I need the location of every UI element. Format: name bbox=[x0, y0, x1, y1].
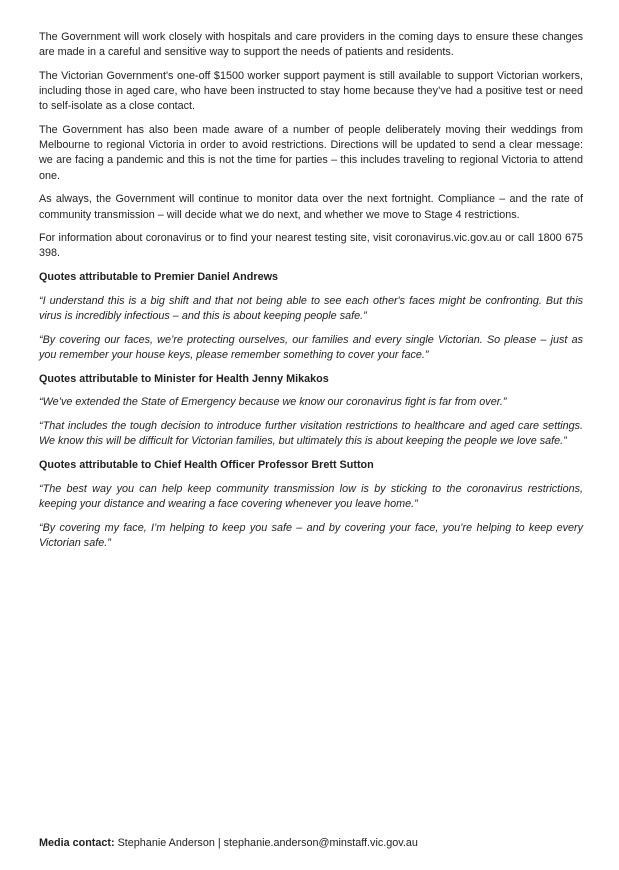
quote-attribution-heading-health-minister: Quotes attributable to Minister for Health Jenny Mikakos bbox=[39, 372, 329, 385]
body-paragraph: The Victorian Government's one-off $1500 worker support payment is still available to support Victorian workers, including those in aged care, who have been instructed to stay home because they’ve had a positive test or need to self-isolate as a close contact. bbox=[39, 69, 583, 113]
document-body bbox=[39, 30, 583, 559]
quote-paragraph: “The best way you can help keep community transmission low is by sticking to the coronavirus restrictions, keeping your distance and wearing a face covering whenever you leave home.” bbox=[39, 482, 583, 510]
body-paragraph: As always, the Government will continue to monitor data over the next fortnight. Compliance – and the rate of community transmission – will decide what we do next, and whether we move to Stage 4 restrictions. bbox=[39, 193, 583, 221]
quote-paragraph: “That includes the tough decision to introduce further visitation restrictions to healthcare and aged care settings. We know this will be difficult for Victorian families, but ultimately this is about keeping the people we love safe.” bbox=[39, 420, 583, 448]
quote-paragraph: “We’ve extended the State of Emergency because we know our coronavirus fight is far from over.” bbox=[39, 396, 507, 409]
media-contact-value: Stephanie Anderson | stephanie.anderson@minstaff.vic.gov.au bbox=[117, 837, 418, 849]
body-paragraph: The Government will work closely with hospitals and care providers in the coming days to ensure these changes are made in a careful and sensitive way to support the needs of patients and residents. bbox=[39, 31, 583, 59]
quote-paragraph: “By covering our faces, we’re protecting ourselves, our families and every single Victorian. So please – just as you remember your house keys, please remember something to cover your face.” bbox=[39, 333, 583, 361]
media-contact-label: Media contact: bbox=[39, 837, 115, 849]
media-contact-line bbox=[39, 836, 583, 851]
body-paragraph: For information about coronavirus or to find your nearest testing site, visit coronavirus.vic.gov.au or call 1800 675 398. bbox=[39, 232, 583, 260]
quote-attribution-heading-chief-health-officer: Quotes attributable to Chief Health Officer Professor Brett Sutton bbox=[39, 458, 374, 471]
quote-attribution-heading-premier: Quotes attributable to Premier Daniel Andrews bbox=[39, 271, 278, 284]
quote-paragraph: “I understand this is a big shift and that not being able to see each other's faces might be confronting. But this virus is incredibly infectious – and this is about keeping people safe.” bbox=[39, 294, 583, 323]
quote-paragraph: “By covering my face, I’m helping to keep you safe – and by covering your face, you’re helping to keep every Victorian safe.” bbox=[39, 521, 583, 549]
body-paragraph: The Government has also been made aware of a number of people deliberately moving their weddings from Melbourne to regional Victoria in order to avoid restrictions. Directions will be updated to send a clear message: we are facing a pandemic and this is not the time for parties – this includes traveling to regional Victoria to attend one. bbox=[39, 124, 583, 182]
